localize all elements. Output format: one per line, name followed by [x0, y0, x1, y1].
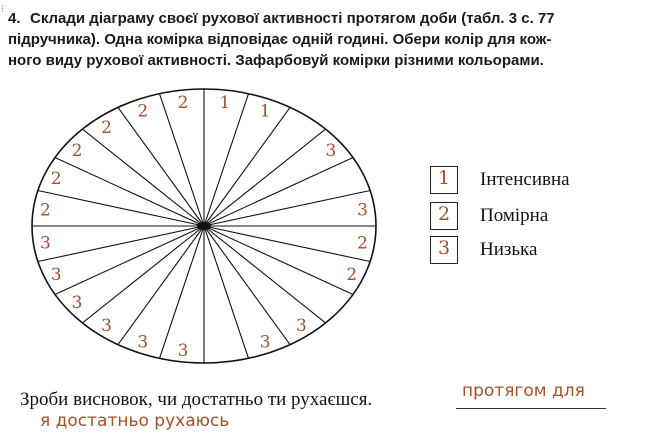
- handwritten-answer-part-2: я достатньо рухаюсь: [40, 411, 230, 431]
- diagram-divider-line: [55, 158, 204, 227]
- task-line-1-text: Склади діаграму своєї рухової активності протягом доби (табл. 3 с. 77: [30, 10, 555, 27]
- segment-mark: 2: [39, 200, 51, 221]
- diagram-divider-line: [82, 226, 204, 323]
- segment-mark: 2: [357, 233, 369, 254]
- segment-mark: 2: [50, 169, 62, 190]
- diagram-divider-line: [38, 226, 204, 262]
- diagram-divider-line: [82, 129, 204, 226]
- legend-digit-low: 3: [437, 237, 451, 259]
- conclusion-prompt: Зроби висновок, чи достатньо ти рухаєшся.: [20, 389, 373, 410]
- diagram-divider-line: [204, 94, 249, 226]
- diagram-divider-line: [118, 226, 204, 345]
- legend-label-intense: Інтенсивна: [480, 169, 570, 190]
- segment-mark: 2: [137, 101, 149, 122]
- legend-digit-moderate: 2: [437, 203, 451, 225]
- diagram-divider-line: [204, 107, 290, 226]
- segment-mark: 1: [259, 101, 271, 122]
- segment-mark: 2: [101, 117, 113, 138]
- diagram-divider-line: [204, 191, 370, 227]
- handwritten-answer-part-1: протягом для: [462, 381, 585, 401]
- diagram-divider-line: [204, 226, 353, 295]
- diagram-divider-line: [204, 226, 249, 358]
- segment-mark: 2: [177, 93, 189, 114]
- legend-label-low: Низька: [480, 239, 538, 260]
- segment-mark: 3: [71, 293, 83, 314]
- diagram-divider-line: [204, 226, 370, 262]
- segment-mark: 2: [71, 140, 83, 161]
- segment-mark: 3: [137, 332, 149, 353]
- diagram-divider-line: [204, 129, 326, 226]
- diagram-divider-line: [38, 191, 204, 227]
- segment-mark: 1: [219, 93, 231, 114]
- segment-mark: 3: [101, 316, 113, 337]
- legend-digit-intense: 1: [437, 167, 451, 189]
- diagram-divider-line: [160, 226, 205, 358]
- task-line-3: ного виду рухової активності. Зафарбовуй комірки різними кольорами.: [8, 52, 544, 69]
- legend-item-low: [430, 236, 630, 266]
- segment-mark: 3: [295, 316, 307, 337]
- segment-mark: 3: [357, 200, 369, 221]
- segment-mark: 2: [346, 264, 358, 285]
- legend-item-moderate: [430, 202, 630, 232]
- diagram-divider-line: [204, 226, 326, 323]
- diagram-divider-line: [160, 94, 205, 226]
- segment-mark: 3: [50, 264, 62, 285]
- diagram-divider-line: [204, 226, 290, 345]
- segment-mark: 3: [177, 340, 189, 361]
- diagram-divider-line: [118, 107, 204, 226]
- margin-mark: ⁝: [1, 4, 5, 15]
- legend-label-moderate: Помірна: [480, 205, 549, 226]
- task-number: 4.: [8, 10, 21, 27]
- segment-mark: 3: [325, 140, 337, 161]
- task-line-2: підручника). Одна комірка відповідає одній годині. Обери колір для кож-: [8, 31, 552, 48]
- segment-mark: 3: [259, 332, 271, 353]
- diagram-center-hub: [197, 222, 211, 230]
- diagram-divider-line: [204, 158, 353, 227]
- segment-mark: 3: [39, 233, 51, 254]
- answer-line[interactable]: [456, 408, 606, 409]
- diagram-divider-line: [55, 226, 204, 295]
- legend-item-intense: [430, 166, 630, 196]
